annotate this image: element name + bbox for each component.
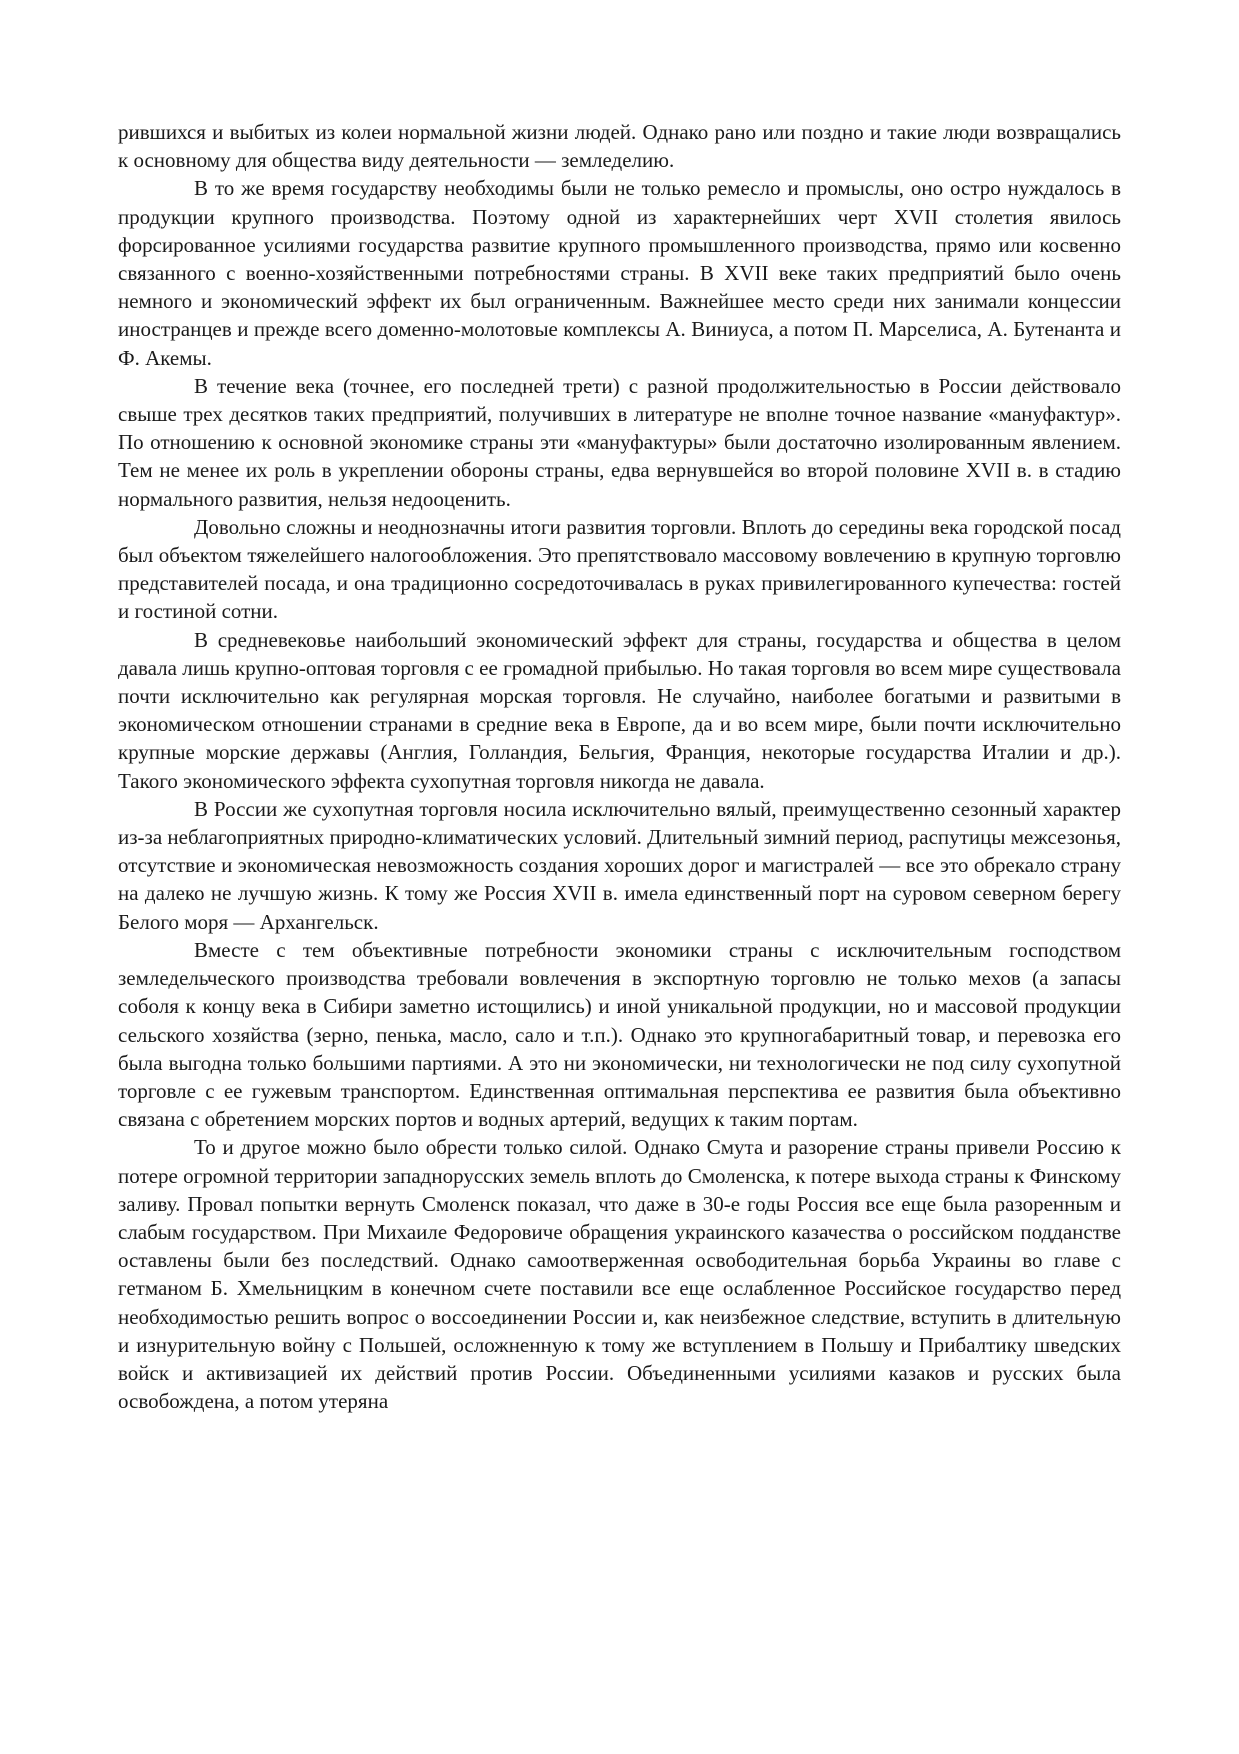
paragraph: То и другое можно было обрести только силой. Однако Смута и разорение страны привели Россию к потере огромной территории западнорусских земель вплоть до Смоленска, к потере выхода страны к Финскому заливу. Провал попытки вернуть Смоленск показал, что даже в 30-е годы Россия все еще была разоренным и слабым государством. При Михаиле Федоровиче обращения украинского казачества о российском подданстве оставлены были без последствий. Однако самоотверженная освободительная борьба Украины во главе с гетманом Б. Хмельницким в конечном счете поставили все еще ослабленное Российское государство перед необходимостью решить вопрос о воссоединении России и, как неизбежное следствие, вступить в длительную и изнурительную войну с Польшей, осложненную к тому же вступлением в Польшу и Прибалтику шведских войск и активизацией их действий против России. Объединенными усилиями казаков и русских была освобождена, а потом утеряна <box>118 1135 1121 1414</box>
paragraph-continued: рившихся и выбитых из колеи нормальной жизни людей. Однако рано или поздно и такие люди возвращались к основному для общества виду деятельности — земледелию. <box>118 120 1121 173</box>
paragraph: В России же сухопутная торговля носила исключительно вялый, преимущественно сезонный характер из-за неблагоприятных природно-климатических условий. Длительный зимний период, распутицы межсезонья, отсутствие и экономическая невозможность создания хороших дорог и магистралей — все это обрекало страну на далеко не лучшую жизнь. К тому же Россия XVII в. имела единственный порт на суровом северном берегу Белого моря — Архангельск. <box>118 796 1121 934</box>
paragraph: В то же время государству необходимы были не только ремесло и промыслы, оно остро нуждалось в продукции крупного производства. Поэтому одной из характернейших черт XVII столетия явилось форсированное усилиями государства развитие крупного промышленного производства, прямо или косвенно связанного с военно-хозяйственными потребностями страны. В XVII веке таких предприятий было очень немного и экономический эффект их был ограниченным. Важнейшее место среди них занимали концессии иностранцев и прежде всего доменно-молотовые комплексы А. Виниуса, а потом П. Марселиса, А. Бутенанта и Ф. Акемы. <box>118 176 1121 370</box>
paragraph: Вместе с тем объективные потребности экономики страны с исключительным господством земледельческого производства требовали вовлечения в экспортную торговлю не только мехов (а запасы соболя к концу века в Сибири заметно истощились) и иной уникальной продукции, но и массовой продукции сельского хозяйства (зерно, пенька, масло, сало и т.п.). Однако это крупногабаритный товар, и перевозка его была выгодна только большими партиями. А это ни экономически, ни технологически не под силу сухопутной торговле с ее гужевым транспортом. Единственная оптимальная перспектива ее развития была объективно связана с обретением морских портов и водных артерий, ведущих к таким портам. <box>118 937 1121 1132</box>
paragraph: Довольно сложны и неоднозначны итоги развития торговли. Вплоть до середины века городской посад был объектом тяжелейшего налогообложения. Это препятствовало массовому вовлечению в крупную торговлю представителей посада, и она традиционно сосредоточивалась в руках привилегированного купечества: гостей и гостиной сотни. <box>118 514 1121 624</box>
paragraph: В средневековье наибольший экономический эффект для страны, государства и общества в целом давала лишь крупно-оптовая торговля с ее громадной прибылью. Но такая торговля во всем мире существовала почти исключительно как регулярная морская торговля. Не случайно, наиболее богатыми и развитыми в экономическом отношении странами в средние века в Европе, да и во всем мире, были почти исключительно крупные морские державы (Англия, Голландия, Бельгия, Франция, некоторые государства Италии и др.). Такого экономического эффекта сухопутная торговля никогда не давала. <box>118 627 1121 793</box>
document-page <box>118 118 1121 1415</box>
paragraph: В течение века (точнее, его последней трети) с разной продолжительностью в России действовало свыше трех десятков таких предприятий, получивших в литературе не вполне точное название «мануфактур». По отношению к основной экономике страны эти «мануфактуры» были достаточно изолированным явлением. Тем не менее их роль в укреплении обороны страны, едва вернувшейся во второй половине XVII в. в стадию нормального развития, нельзя недооценить. <box>118 373 1121 511</box>
